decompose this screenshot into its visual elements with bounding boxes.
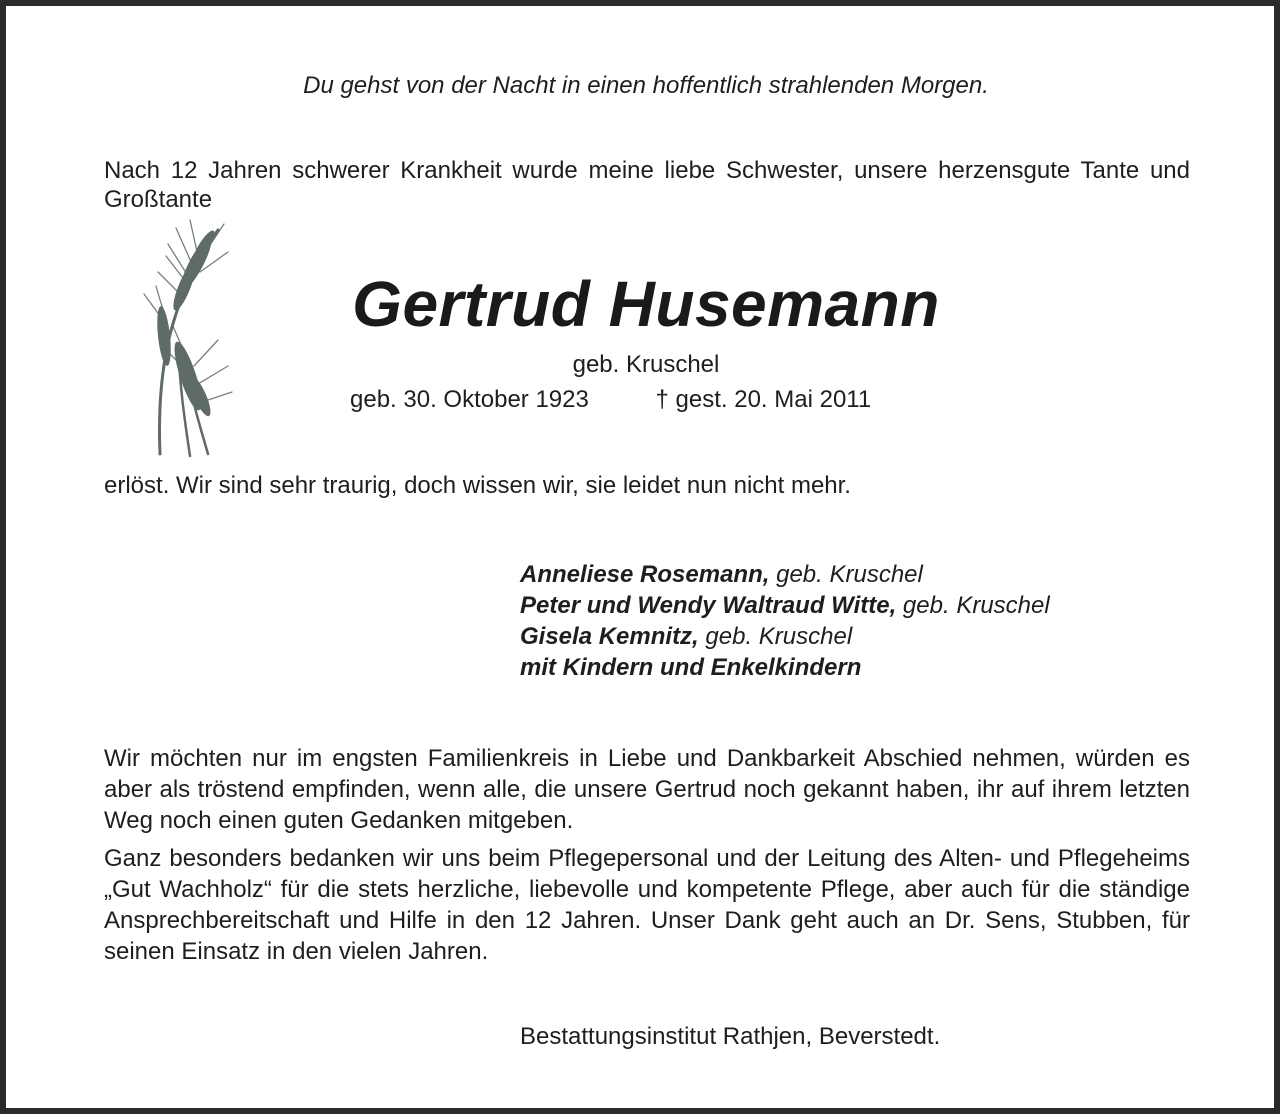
mourner-line (520, 652, 1050, 683)
mourners-list (520, 559, 1050, 683)
mourner-name: Anneliese Rosemann, (520, 561, 770, 588)
birth-date: geb. 30. Oktober 1923 (350, 386, 589, 413)
life-dates (350, 384, 871, 416)
wheat-ears-icon (138, 216, 238, 466)
mourner-name: Gisela Kemnitz, (520, 623, 699, 650)
mourner-suffix: geb. Kruschel (769, 561, 923, 588)
mourner-suffix: geb. Kruschel (698, 623, 853, 650)
mourner-suffix: geb. Kruschel (896, 592, 1050, 619)
mourner-name: mit Kindern und Enkelkindern (520, 654, 862, 681)
mourner-line (520, 590, 1050, 621)
thanks-paragraph: Ganz besonders bedanken wir uns beim Pflegepersonal und der Leitung des Alten- und Pflegeheims „Gut Wachholz“ für die stets herzliche, liebevolle und kompetente Pflege, aber auch für die ständige Ansprechbereitschaft und Hilfe in den 12 Jahren. Unser Dank geht auch an Dr. Sens, Stubben, für seinen Einsatz in den vielen Jahren. (104, 845, 1190, 965)
undertaker-line: Bestattungsinstitut Rathjen, Beverstedt. (520, 1023, 941, 1050)
intro-text: Nach 12 Jahren schwerer Krankheit wurde meine liebe Schwester, unsere herzensgute Tante und Großtante (104, 157, 1190, 213)
mourner-name: Peter und Wendy Waltraud Witte, (520, 592, 897, 619)
farewell-paragraph: Wir möchten nur im engsten Familienkreis in Liebe und Dankbarkeit Abschied nehmen, würden es aber als tröstend empfinden, wenn alle, die unsere Gertrud noch gekannt haben, ihr auf ihrem letzten Weg noch einen guten Gedanken mitgeben. (104, 745, 1190, 834)
released-text: erlöst. Wir sind sehr traurig, doch wissen wir, sie leidet nun nicht mehr. (104, 472, 851, 499)
death-date: † gest. 20. Mai 2011 (655, 386, 872, 413)
deceased-name: Gertrud Husemann (352, 268, 940, 340)
motto: Du gehst von der Nacht in einen hoffentlich strahlenden Morgen. (303, 72, 989, 99)
mourner-line (520, 621, 1050, 652)
mourner-line (520, 559, 1050, 590)
maiden-name: geb. Kruschel (572, 351, 720, 378)
